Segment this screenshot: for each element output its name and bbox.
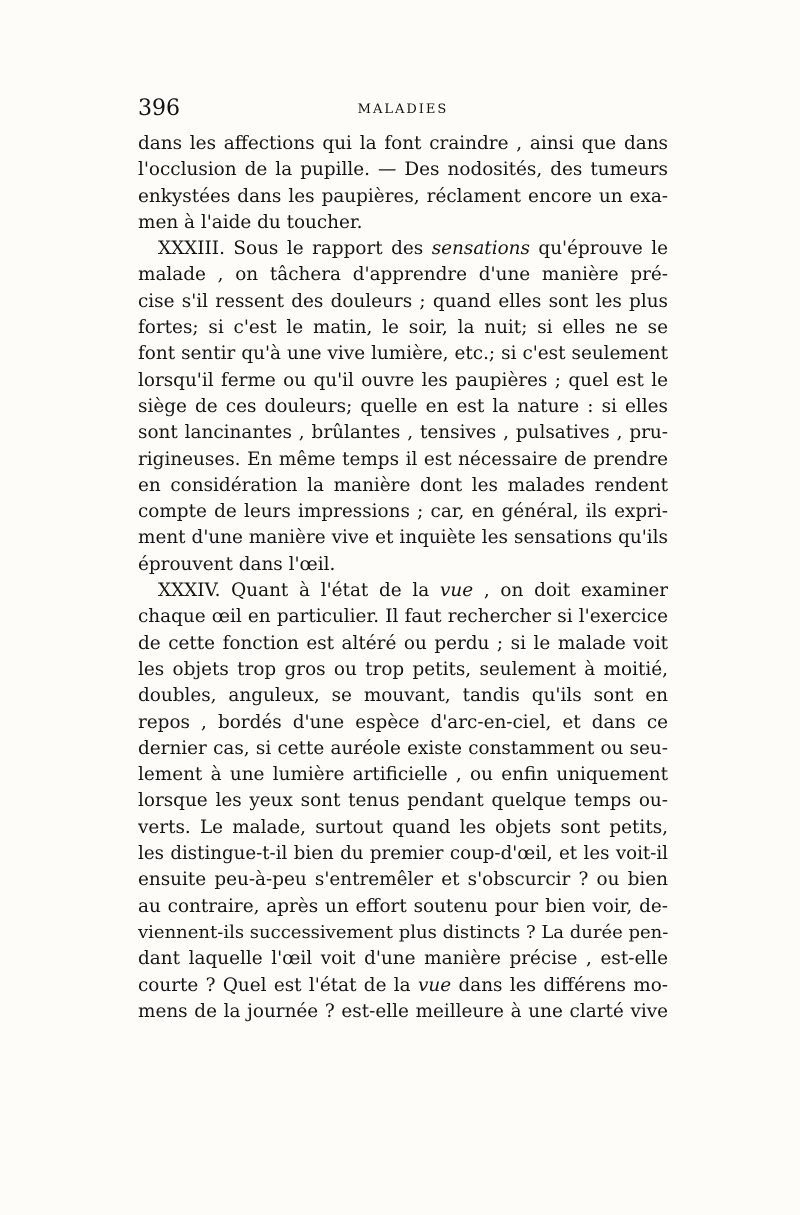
text-line: viennent-ils successivement plus distincts ? La durée pen-	[138, 921, 668, 943]
text-line: enkystées dans les paupières, réclament encore un exa-	[138, 185, 668, 207]
text-line: éprouvent dans l'œil.	[138, 553, 336, 575]
text-line: ensuite peu-à-peu s'entremêler et s'obscurcir ? ou bien	[138, 869, 668, 891]
text-line: malade , on tâchera d'apprendre d'une manière pré-	[138, 264, 668, 286]
text-line: les distingue-t-il bien du premier coup-d'œil, et les voit-il	[138, 843, 668, 865]
text-line: l'occlusion de la pupille. — Des nodosités, des tumeurs	[138, 159, 668, 181]
text-line: font sentir qu'à une vive lumière, etc.; si c'est seulement	[138, 343, 668, 365]
text-line: courte ? Quel est l'état de la vue dans les différens mo-	[138, 974, 668, 996]
text-line: lorsqu'il ferme ou qu'il ouvre les paupières ; quel est le	[138, 369, 668, 391]
page-number: 396	[138, 96, 180, 121]
text-line: lement à une lumière artificielle , ou enfin uniquement	[138, 764, 668, 786]
running-head: MALADIES	[357, 102, 449, 117]
text-line: repos , bordés d'une espèce d'arc-en-ciel, et dans ce	[138, 711, 668, 733]
text-line: doubles, anguleux, se mouvant, tandis qu'ils sont en	[138, 685, 668, 707]
text-line: dant laquelle l'œil voit d'une manière précise , est-elle	[138, 948, 668, 970]
text-line: siège de ces douleurs; quelle en est la nature : si elles	[138, 395, 668, 417]
text-line: XXXIV. Quant à l'état de la vue , on doit examiner	[158, 580, 668, 602]
text-line: rigineuses. En même temps il est nécessaire de prendre	[138, 448, 668, 470]
text-line: de cette fonction est altéré ou perdu ; si le malade voit	[138, 632, 668, 654]
text-line: verts. Le malade, surtout quand les objets sont petits,	[138, 816, 668, 838]
text-line: en considération la manière dont les malades rendent	[138, 474, 668, 496]
text-line: au contraire, après un effort soutenu pour bien voir, de-	[138, 895, 668, 917]
text-line: dans les affections qui la font craindre , ainsi que dans	[138, 133, 668, 154]
text-line: cise s'il ressent des douleurs ; quand elles sont les plus	[138, 290, 668, 312]
text-line: lorsque les yeux sont tenus pendant quelque temps ou-	[138, 790, 668, 812]
text-line: mens de la journée ? est-elle meilleure à une clarté vive	[138, 1000, 668, 1022]
page-header	[138, 96, 668, 126]
text-line: les objets trop gros ou trop petits, seulement à moitié,	[138, 658, 668, 680]
text-line: sont lancinantes , brûlantes , tensives , pulsatives , pru-	[138, 422, 668, 444]
text-line: men à l'aide du toucher.	[138, 211, 363, 233]
text-line: XXXIII. Sous le rapport des sensations qu'éprouve le	[158, 238, 668, 260]
text-line: ment d'une manière vive et inquiète les sensations qu'ils	[138, 527, 668, 549]
body-text	[138, 131, 668, 1025]
text-line: chaque œil en particulier. Il faut rechercher si l'exercice	[138, 606, 668, 628]
text-line: dernier cas, si cette auréole existe constamment ou seu-	[138, 737, 668, 759]
text-line: compte de leurs impressions ; car, en général, ils expri-	[138, 501, 668, 523]
text-line: fortes; si c'est le matin, le soir, la nuit; si elles ne se	[138, 317, 668, 339]
